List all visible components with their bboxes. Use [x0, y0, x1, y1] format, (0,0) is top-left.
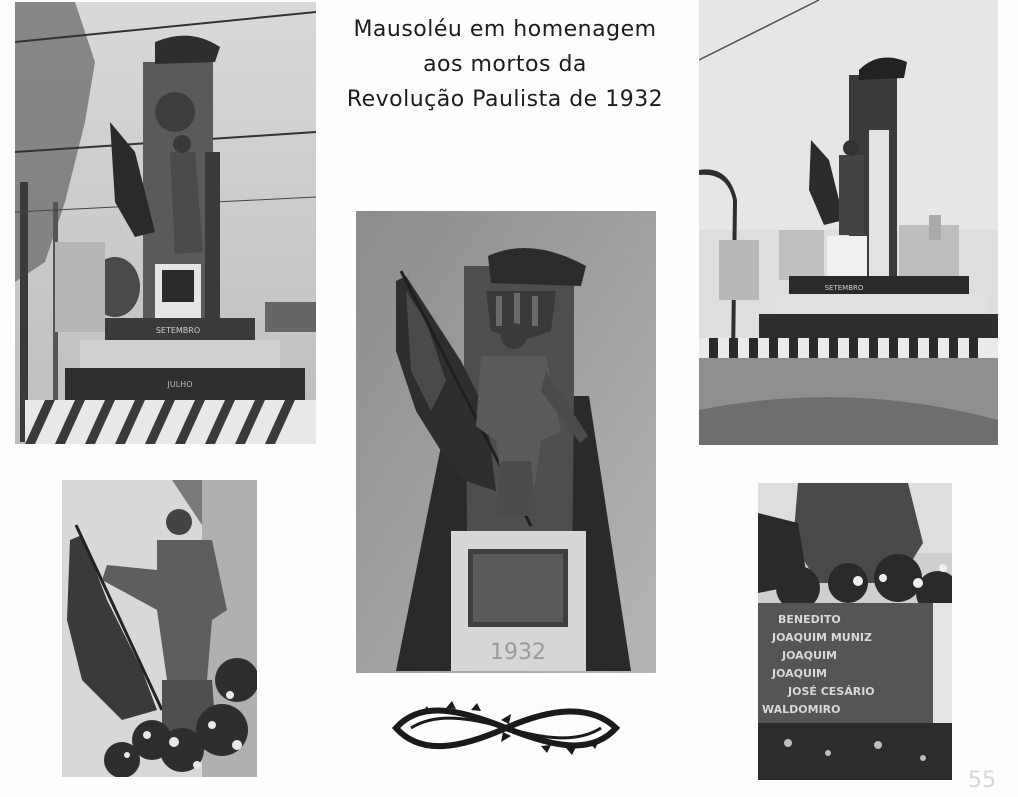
photo-monument-plaza-view [699, 0, 998, 445]
base-year-inscription: 1932 [490, 640, 546, 665]
plaque-name-1: BENEDITO [778, 613, 841, 626]
caption-block [330, 12, 680, 117]
plaque-name-5: JOSÉ CESÁRIO [788, 685, 875, 698]
plaque-name-4: JOAQUIM [772, 667, 827, 680]
photo-bottom-left-drawing [62, 480, 257, 777]
photo-soldier-statue-detail [62, 480, 257, 777]
caption-line-2: aos mortos da [423, 52, 587, 77]
decorative-ornament [391, 700, 621, 756]
photo-monument-closeup [356, 211, 656, 673]
caption-line-1: Mausoléu em homenagem [353, 17, 657, 42]
plaque-name-3: JOAQUIM [782, 649, 837, 662]
photo-monument-street-view [15, 2, 316, 444]
photo-center-drawing [356, 211, 656, 673]
page-number: 55 [968, 768, 996, 793]
plaque-text-top: SETEMBRO [155, 326, 201, 335]
photo-bottom-right-drawing [758, 483, 952, 780]
photo-top-left-drawing [15, 2, 316, 444]
plaque-text: SETEMBRO [824, 284, 864, 292]
plaque-name-6: WALDOMIRO [762, 703, 841, 716]
plaque-text-bottom: JULHO [167, 380, 193, 389]
photo-top-right-drawing [699, 0, 998, 445]
caption-line-3: Revolução Paulista de 1932 [346, 87, 664, 112]
plaque-name-2: JOAQUIM MUNIZ [772, 631, 872, 644]
photo-inscription-plaque [758, 483, 952, 780]
